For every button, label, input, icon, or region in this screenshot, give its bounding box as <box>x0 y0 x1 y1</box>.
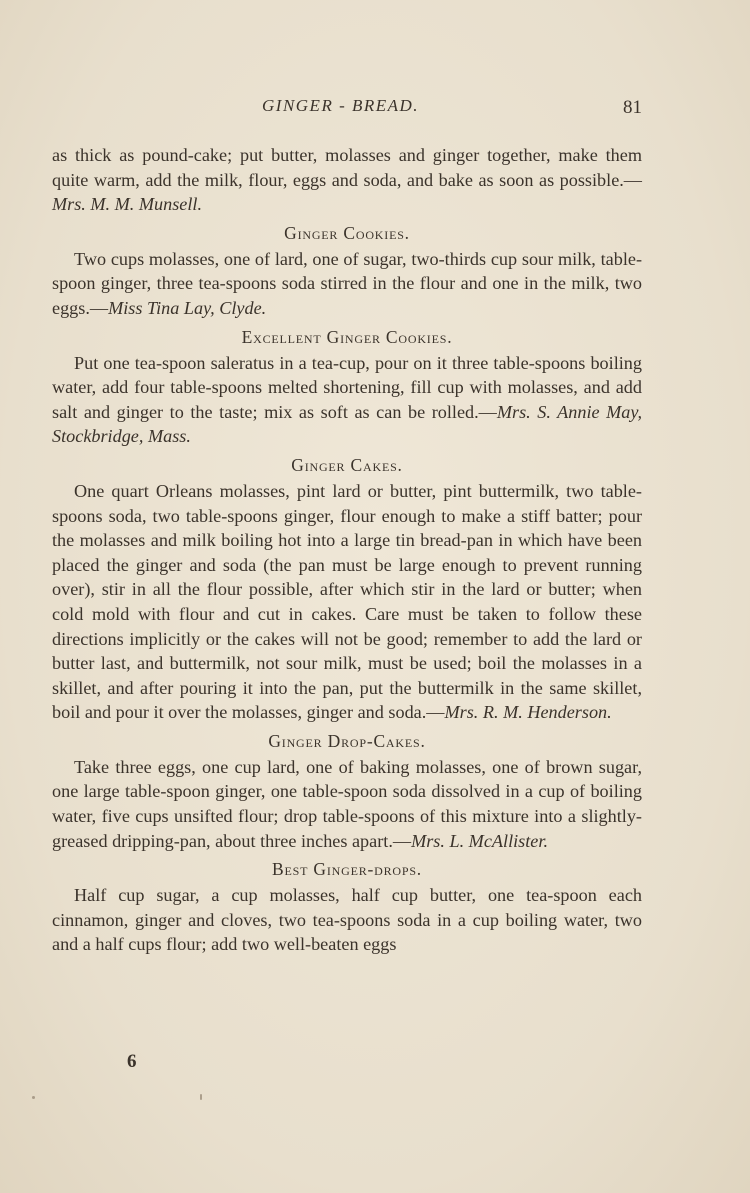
recipe-body: Put one tea-spoon saleratus in a tea-cup, pour on it three table-spoons boiling water, add four table-spoons melted shortening, fill cup with molasses, and add salt and ginger to the taste; mix as soft as can be rolled.— <box>52 352 642 422</box>
recipe-paragraph <box>52 755 642 853</box>
recipe-continuation <box>52 143 642 217</box>
recipe-author: Miss Tina Lay, Clyde. <box>108 297 267 318</box>
recipe-paragraph <box>52 883 642 957</box>
recipe-body: Two cups molasses, one of lard, one of sugar, two-thirds cup sour milk, table-spoon ginger, three tea-spoons soda stirred in the flour and one in the milk, two eggs.— <box>52 248 642 318</box>
recipe-heading: Ginger Drop-Cakes. <box>268 730 426 751</box>
recipe-heading: Best Ginger-drops. <box>272 859 422 880</box>
recipe-text-block <box>52 143 642 957</box>
recipe-body: Half cup sugar, a cup molasses, half cup butter, one tea-spoon each cinnamon, ginger and cloves, two tea-spoons soda in a cup boiling water, two and a half cups flour; add two well-beaten eggs <box>52 885 642 955</box>
recipe-paragraph <box>52 351 642 449</box>
recipe-paragraph <box>52 479 642 725</box>
recipe-heading: Ginger Cakes. <box>291 454 403 475</box>
recipe-author: Mrs. M. M. Munsell. <box>52 194 203 215</box>
recipe-heading: Ginger Cookies. <box>284 222 410 243</box>
recipe-body: as thick as pound-cake; put butter, molasses and ginger together, make them quite warm, add the milk, flour, eggs and soda, and bake as soon as possible.— <box>52 145 642 190</box>
running-title: GINGER - BREAD. <box>262 96 420 115</box>
signature-mark: 6 <box>127 1051 137 1072</box>
page-number: 81 <box>623 97 642 118</box>
recipe-author: Mrs. S. Annie May, Stockbridge, Mass. <box>52 401 642 447</box>
recipe-author: Mrs. L. McAllister. <box>411 830 548 851</box>
recipe-body: Take three eggs, one cup lard, one of baking molasses, one of brown sugar, one large table-spoon ginger, one table-spoon soda dissolved in a cup of boiling water, five cups unsifted flour; drop table-spoons of this mixture into a slightly-greased dripping-pan, about three inches apart.— <box>52 756 642 851</box>
recipe-author: Mrs. R. M. Henderson. <box>444 702 612 723</box>
running-head <box>52 96 642 124</box>
recipe-paragraph <box>52 247 642 321</box>
recipe-body: One quart Orleans molasses, pint lard or butter, pint buttermilk, two table-spoons soda, two table-spoons ginger, flour enough to make a stiff batter; pour the molasses and milk boiling hot into a large tin bread-pan in which have been placed the ginger and soda (the pan must be large enough to prevent running over), stir in all the flour possible, after which stir in the lard or butter; when cold mold with flour and cut in cakes. Care must be taken to follow these directions implicitly or the cakes will not be good; remember to add the lard or butter last, and buttermilk, not sour milk, must be used; boil the molasses in a skillet, and after pouring it into the pan, put the buttermilk in the same skillet, boil and pour it over the molasses, ginger and soda.— <box>52 480 642 723</box>
recipe-heading: Excellent Ginger Cookies. <box>241 326 453 347</box>
paper-speck <box>200 1094 202 1100</box>
paper-speck <box>32 1096 35 1099</box>
